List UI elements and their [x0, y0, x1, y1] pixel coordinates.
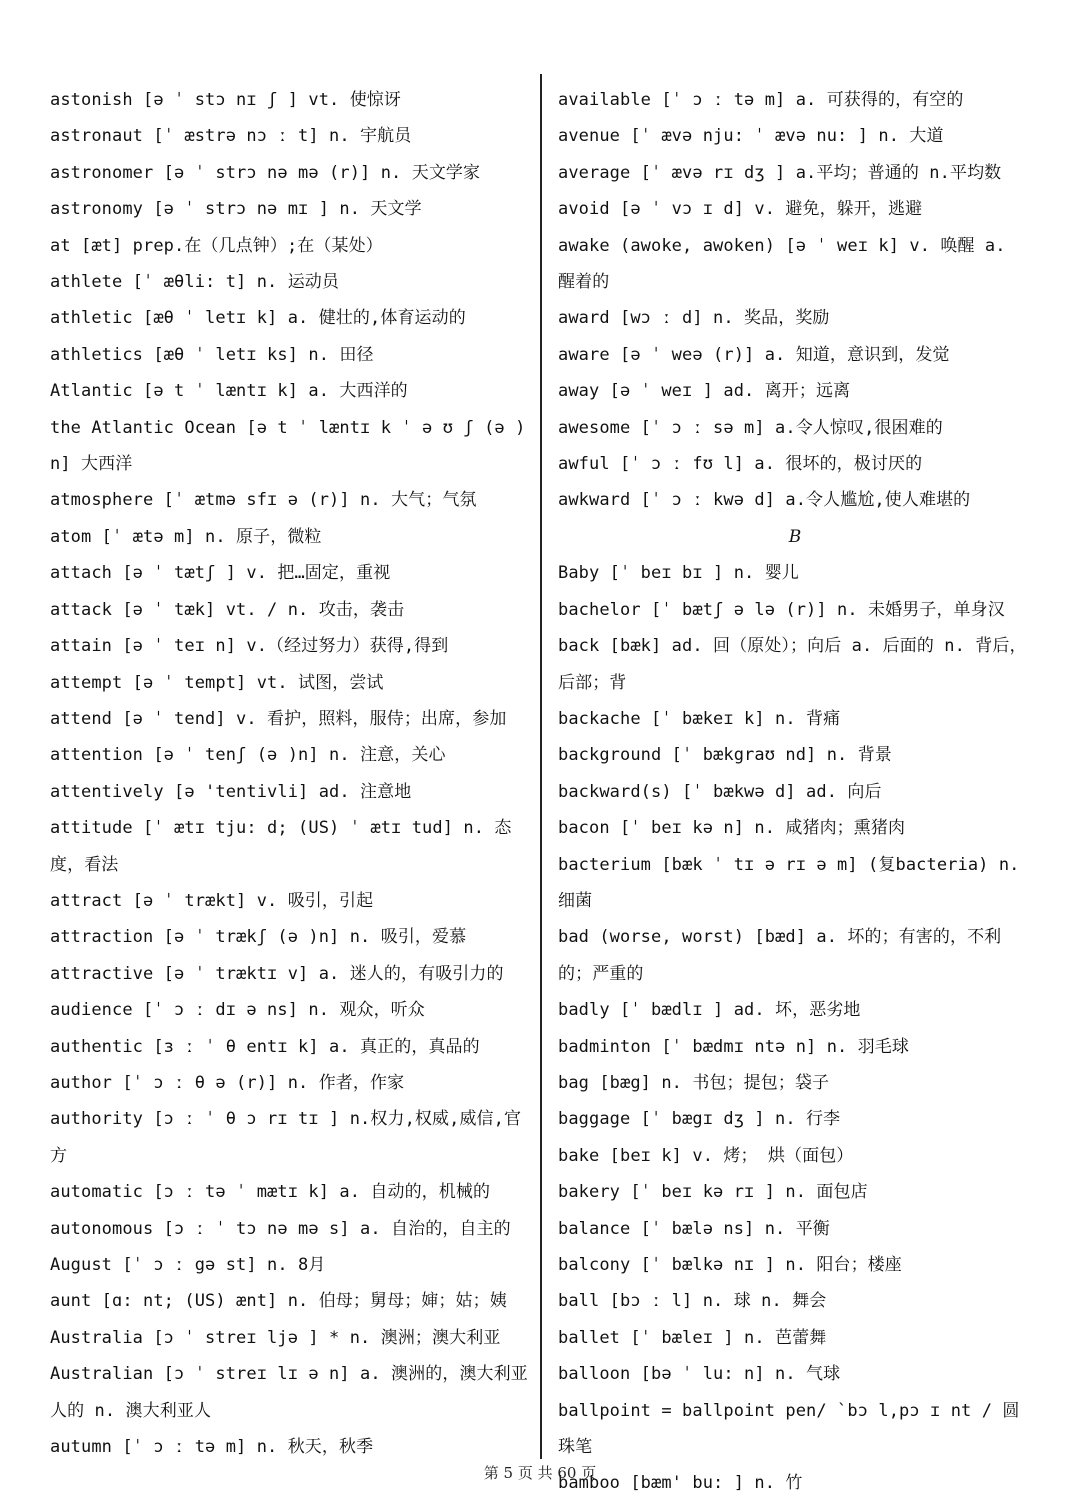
entry: balance [ˈ bælə ns] n. 平衡: [558, 1218, 830, 1239]
entry: astronomy [ə ˈ strɔ nə mɪ ] n. 天文学: [50, 199, 422, 220]
entry: attractive [ə ˈ træktɪ v] a. 迷人的，有吸引力的: [50, 963, 504, 984]
entry: attraction [ə ˈ trækʃ (ə )n] n. 吸引，爱慕: [50, 927, 467, 948]
entry: autonomous [ɔ ː ˈ tɔ nə mə s] a. 自治的，自主的: [50, 1218, 511, 1239]
entry: awkward [ˈ ɔ ː kwə d] a.令人尴尬,使人难堪的: [558, 490, 971, 511]
entry: Baby [ˈ beɪ bɪ ] n. 婴儿: [558, 563, 799, 584]
entry: average [ˈ ævə rɪ dʒ ] a.平均；普通的 n.平均数: [558, 162, 1002, 183]
entry: attract [ə ˈ trækt] v. 吸引，引起: [50, 890, 374, 911]
entry: automatic [ɔ ː tə ˈ mætɪ k] a. 自动的，机械的: [50, 1182, 491, 1203]
entry: astronaut [ˈ æstrə nɔ ː t] n. 宇航员: [50, 126, 412, 147]
entry: atmosphere [ˈ ætmə sfɪ ə (r)] n. 大气；气氛: [50, 490, 477, 511]
entry: Atlantic [ə t ˈ læntɪ k] a. 大西洋的: [50, 381, 408, 402]
entry: attach [ə ˈ tætʃ ] v. 把…固定，重视: [50, 563, 391, 584]
entry: bacterium [bæk ˈ tɪ ə rɪ ə m] (复bacteria) n. 细菌: [558, 854, 1020, 911]
entry: balcony [ˈ bælkə nɪ ] n. 阳台；楼座: [558, 1255, 902, 1275]
entry: ball [bɔ ː l] n. 球 n. 舞会: [558, 1291, 827, 1312]
entry: background [ˈ bækgraʊ nd] n. 背景: [558, 745, 892, 766]
entry: baggage [ˈ bægɪ dʒ ] n. 行李: [558, 1109, 841, 1130]
entry: attempt [ə ˈ tempt] vt. 试图，尝试: [50, 672, 384, 693]
entry: bacon [ˈ beɪ kə n] n. 咸猪肉；熏猪肉: [558, 818, 906, 839]
entry: Australia [ɔ ˈ streɪ ljə ] * n. 澳洲；澳大利亚: [50, 1327, 501, 1348]
entry: bakery [ˈ beɪ kə rɪ ] n. 面包店: [558, 1182, 868, 1203]
entry: bake [beɪ k] v. 烤； 烘（面包）: [558, 1145, 854, 1166]
entry: awesome [ˈ ɔ ː sə m] a.令人惊叹,很困难的: [558, 417, 943, 438]
entry: away [ə ˈ weɪ ] ad. 离开；远离: [558, 381, 851, 402]
left-column: [50, 82, 530, 1465]
entry: athlete [ˈ æθli: t] n. 运动员: [50, 272, 340, 293]
entry: attentively [ə 'tentivli] ad. 注意地: [50, 781, 412, 802]
entry: aware [ə ˈ weə (r)] a. 知道，意识到，发觉: [558, 344, 950, 365]
entry: attention [ə ˈ tenʃ (ə )n] n. 注意，关心: [50, 745, 446, 766]
page-footer: 第 5 页 共 60 页: [483, 1464, 597, 1482]
entry: awful [ˈ ɔ ː fʊ l] a. 很坏的，极讨厌的: [558, 454, 923, 475]
entry: bag [bæg] n. 书包；提包；袋子: [558, 1072, 830, 1093]
entry: bamboo [bæm' bu: ] n. 竹: [558, 1473, 803, 1494]
entry: bad (worse, worst) [bæd] a. 坏的；有害的，不利的；严重的: [558, 927, 1002, 984]
entry: aunt [ɑ: nt; (US) ænt] n. 伯母；舅母；婶；姑；姨: [50, 1291, 507, 1312]
entry: athletics [æθ ˈ letɪ ks] n. 田径: [50, 344, 374, 365]
entry: Australian [ɔ ˈ streɪ lɪ ə n] a. 澳洲的，澳大利亚人的 n. 澳大利亚人: [50, 1364, 528, 1421]
entry: avenue [ˈ ævə nju: ˈ ævə nu: ] n. 大道: [558, 126, 944, 147]
entry: August [ˈ ɔ ː gə st] n. 8月: [50, 1255, 326, 1275]
entry: astonish [ə ˈ stɔ nɪ ʃ ] vt. 使惊讶: [50, 90, 402, 110]
entry: awake (awoke, awoken) [ə ˈ weɪ k] v. 唤醒 a. 醒着的: [558, 235, 1006, 293]
entry: back [bæk] ad. 回（原处）；向后 a. 后面的 n. 背后，后部；背: [558, 636, 1027, 693]
entry: athletic [æθ ˈ letɪ k] a. 健壮的,体育运动的: [50, 308, 466, 329]
entry: ballet [ˈ bæleɪ ] n. 芭蕾舞: [558, 1327, 827, 1348]
entry: astronomer [ə ˈ strɔ nə mə (r)] n. 天文学家: [50, 162, 481, 183]
entry: attack [ə ˈ tæk] vt. / n. 攻击，袭击: [50, 599, 405, 620]
entry: attitude [ˈ ætɪ tju: d; (US) ˈ ætɪ tud] n. 态度，看法: [50, 818, 512, 875]
section-letter-heading: B: [788, 526, 802, 547]
entry: award [wɔ ː d] n. 奖品，奖励: [558, 308, 830, 329]
entry: ballpoint = ballpoint pen/ `bɔ l,pɔ ɪ nt / 圆珠笔: [558, 1400, 1020, 1458]
entry: audience [ˈ ɔ ː dɪ ə ns] n. 观众，听众: [50, 1000, 425, 1021]
entry: authority [ɔ ː ˈ θ ɔ rɪ tɪ ] n.权力,权威,威信,官方: [50, 1109, 522, 1166]
entry: avoid [ə ˈ vɔ ɪ d] v. 避免，躲开，逃避: [558, 199, 923, 220]
entry: the Atlantic Ocean [ə t ˈ læntɪ k ˈ ə ʊ ʃ (ə )n] 大西洋: [50, 417, 526, 475]
entry: available [ˈ ɔ ː tə m] a. 可获得的，有空的: [558, 90, 964, 110]
entry: balloon [bə ˈ lu: n] n. 气球: [558, 1364, 841, 1385]
entry: backward(s) [ˈ bækwə d] ad. 向后: [558, 781, 882, 802]
right-column: [558, 82, 1032, 1502]
entry: attend [ə ˈ tend] v. 看护，照料，服侍；出席，参加: [50, 708, 507, 729]
entry: authentic [ɜ ː ˈ θ entɪ k] a. 真正的，真品的: [50, 1036, 480, 1057]
entry: atom [ˈ ætə m] n. 原子，微粒: [50, 526, 322, 547]
entry: author [ˈ ɔ ː θ ə (r)] n. 作者，作家: [50, 1072, 405, 1093]
entry: at [æt] prep.在（几点钟）;在（某处）: [50, 235, 383, 256]
entry: bachelor [ˈ bætʃ ə lə (r)] n. 未婚男子，单身汉: [558, 599, 1005, 620]
entry: backache [ˈ bækeɪ k] n. 背痛: [558, 708, 841, 729]
column-divider: [540, 74, 542, 1459]
entry: attain [ə ˈ teɪ n] v.（经过努力）获得,得到: [50, 636, 449, 657]
entry: badminton [ˈ bædmɪ ntə n] n. 羽毛球: [558, 1036, 910, 1057]
entry: badly [ˈ bædlɪ ] ad. 坏，恶劣地: [558, 1000, 861, 1021]
entry: autumn [ˈ ɔ ː tə m] n. 秋天，秋季: [50, 1437, 374, 1458]
